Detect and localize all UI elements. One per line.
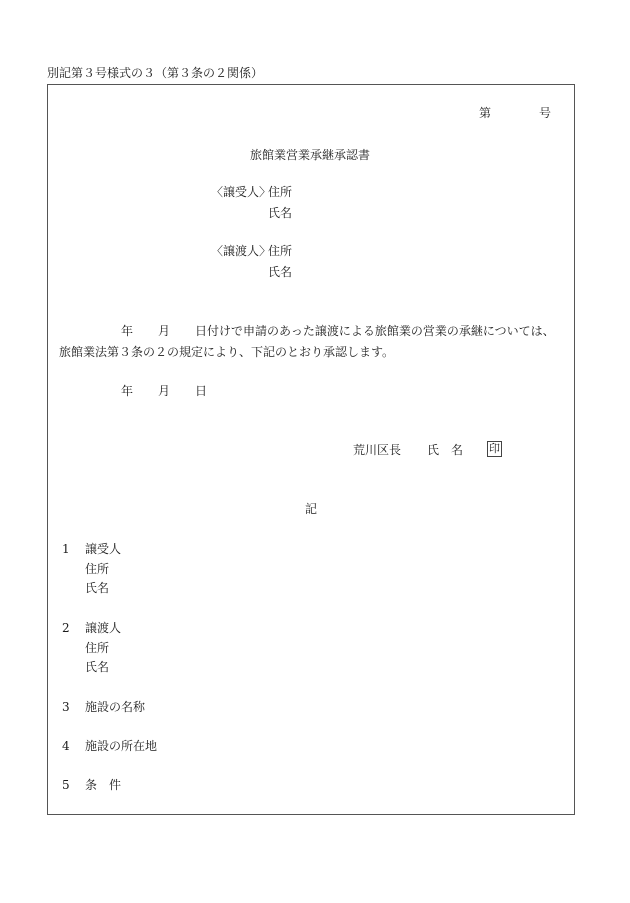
form-reference: 別記第３号様式の３（第３条の２関係） (47, 66, 264, 80)
transferor-role: 〈譲渡人〉 (211, 244, 272, 258)
item-sub-name: 氏名 (85, 581, 110, 595)
transferee-address-label: 住所 (268, 185, 293, 199)
item-title: 施設の所在地 (85, 739, 158, 753)
body-month: 月 (158, 324, 171, 338)
body-line1-rest: 日付けで申請のあった譲渡による旅館業の営業の承継については、 (195, 324, 555, 338)
date-year: 年 (121, 384, 134, 398)
document-number-prefix: 第 (479, 106, 492, 120)
seal-box: 印 (489, 442, 500, 455)
item-sub-address: 住所 (85, 641, 110, 655)
signer-name-part2: 名 (451, 443, 464, 457)
signer-name-part1: 氏 (427, 443, 440, 457)
signer-office: 荒川区長 (353, 443, 402, 457)
item-sub-address: 住所 (85, 562, 110, 576)
body-year: 年 (121, 324, 134, 338)
item-title-part1: 条 (85, 778, 98, 792)
item-sub-name: 氏名 (85, 660, 110, 674)
document-title: 旅館業営業承継承認書 (250, 148, 371, 162)
transferee-name-label: 氏名 (268, 206, 293, 220)
document-number-suffix: 号 (539, 106, 552, 120)
item-title: 譲受人 (85, 542, 122, 556)
item-title: 施設の名称 (85, 700, 146, 714)
item-number: 3 (62, 700, 70, 714)
item-number: 5 (62, 778, 70, 792)
transferor-address-label: 住所 (268, 244, 293, 258)
item-number: 1 (62, 542, 70, 556)
date-month: 月 (158, 384, 171, 398)
transferor-name-label: 氏名 (268, 265, 293, 279)
item-title: 譲渡人 (85, 621, 122, 635)
body-line2: 旅館業法第３条の２の規定により、下記のとおり承認します。 (59, 345, 395, 359)
item-number: 2 (62, 621, 70, 635)
notes-heading: 記 (305, 502, 318, 516)
item-number: 4 (62, 739, 70, 753)
transferee-role: 〈譲受人〉 (211, 185, 272, 199)
item-title-part2: 件 (109, 778, 122, 792)
date-day: 日 (195, 384, 208, 398)
